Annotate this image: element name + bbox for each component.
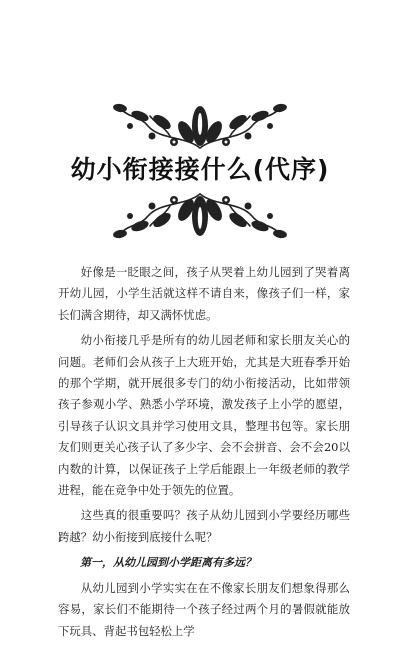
section-heading: 第一，从幼儿园到小学距离有多远？ [80, 556, 256, 570]
paragraph: 从幼儿园到小学实实在在不像家长朋友们想象得那么容易，家长们不能期待一个孩子经过两个月的暑假就能放下玩具、背起书包轻松上学 [58, 580, 350, 638]
floral-ornament-top-icon [100, 96, 300, 152]
paragraph: 这些真的很重要吗？孩子从幼儿园到小学要经历哪些跨越？幼小衔接到底接什么呢？ [58, 508, 350, 544]
paragraph: 好像是一眨眼之间，孩子从哭着上幼儿园到了哭着离开幼儿园，小学生活就这样不请自来，像孩子们一样，家长们满含期待，却又满怀忧虑。 [58, 265, 350, 322]
body-text [58, 262, 350, 646]
floral-ornament-bottom-icon [100, 190, 300, 246]
paragraph: 幼小衔接几乎是所有的幼儿园老师和家长朋友关心的问题。老师们会从孩子上大班开始，尤其是大班春季开始的那个学期，就开展很多专门的幼小衔接活动，比如带领孩子参观小学、熟悉小学环境，激发孩子上小学的愿望，引导孩子认识文具并学习使用文具，整理书包等。家长朋友们则更关心孩子认了多少字、会不会拼音、会不会20以内数的计算，以保证孩子上学后能跟上一年级老师的教学进程，能在竞争中处于领先的位置。 [58, 333, 350, 498]
page-title: 幼小衔接接什么(代序) [70, 155, 330, 184]
